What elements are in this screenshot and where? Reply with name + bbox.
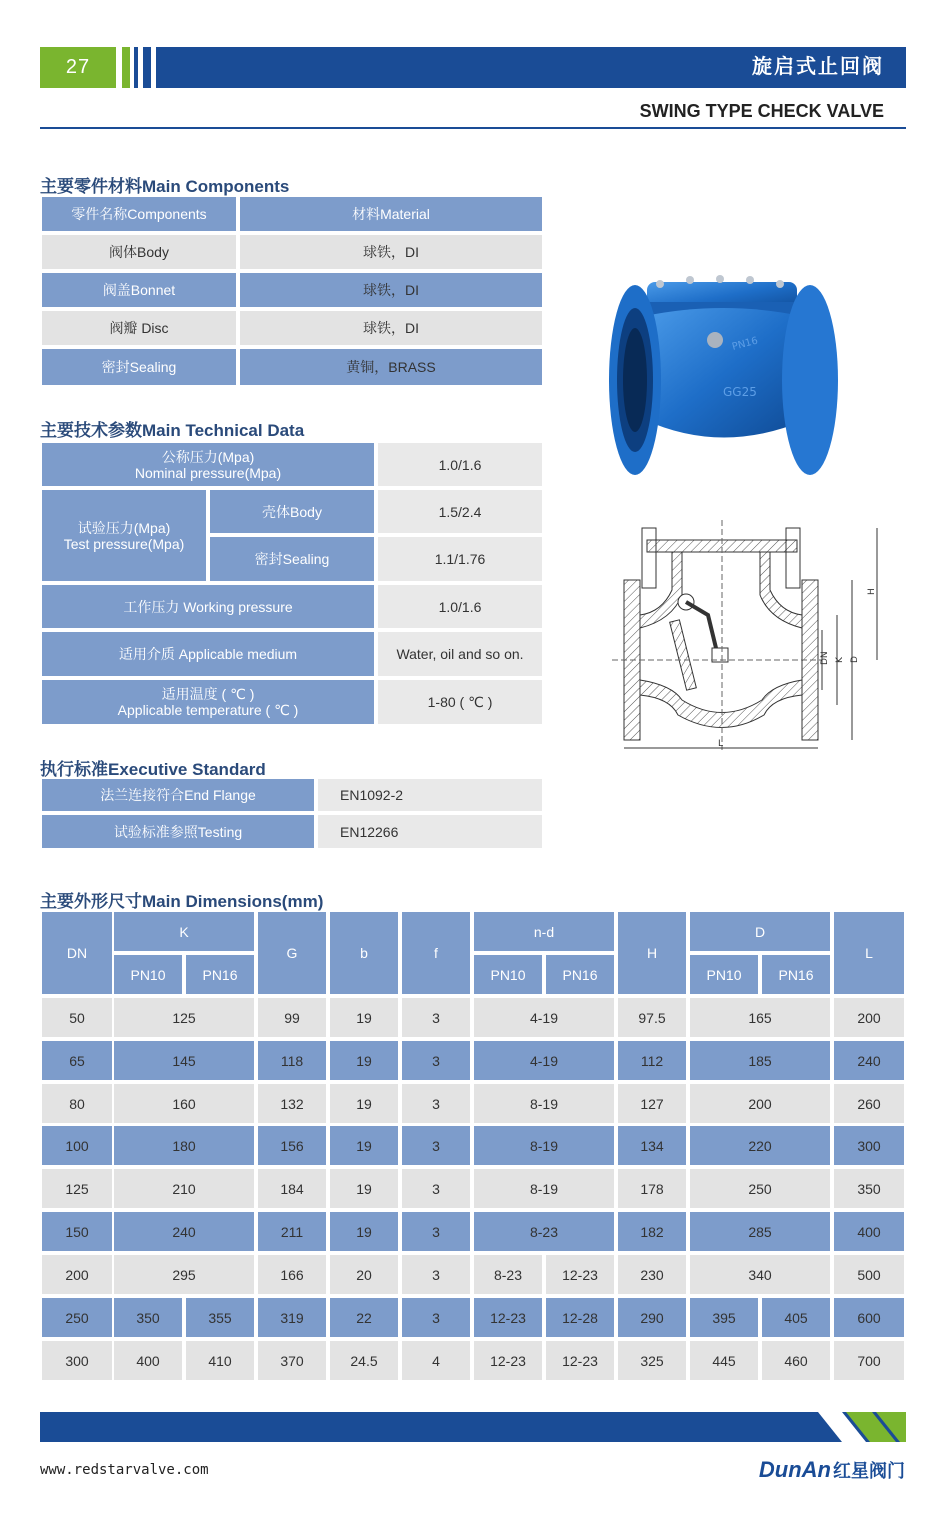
test-body-label: 壳体Body	[210, 490, 374, 533]
drawing-label-h: H	[867, 588, 877, 595]
component-material: 球铁，DI	[240, 311, 542, 345]
dim-cell-b: 19	[330, 998, 398, 1037]
dim-cell-h: 325	[618, 1341, 686, 1380]
dim-cell-b: 19	[330, 1041, 398, 1080]
dim-cell-d-pn16: 460	[762, 1341, 830, 1380]
dim-cell-nd-pn16: 12-28	[546, 1298, 614, 1337]
website-url: www.redstarvalve.com	[40, 1462, 209, 1478]
drawing-label-d: D	[850, 656, 860, 663]
dim-cell-b: 19	[330, 1169, 398, 1208]
dim-cell-dn: 100	[42, 1126, 112, 1165]
test-sealing-label: 密封Sealing	[210, 537, 374, 581]
dim-cell-d: 200	[690, 1084, 830, 1123]
dim-cell-d-pn10: 395	[690, 1298, 758, 1337]
nominal-pressure-en: Nominal pressure(Mpa)	[134, 464, 282, 481]
dim-cell-h: 134	[618, 1126, 686, 1165]
dim-cell-d: 250	[690, 1169, 830, 1208]
dim-cell-b: 20	[330, 1255, 398, 1294]
component-material: 球铁，DI	[240, 235, 542, 269]
dim-cell-k: 125	[114, 998, 254, 1037]
dim-cell-f: 3	[402, 1084, 470, 1123]
dim-header-l: L	[834, 912, 904, 994]
dim-cell-f: 4	[402, 1341, 470, 1380]
temperature-label	[42, 680, 374, 724]
dim-cell-nd: 8-19	[474, 1126, 614, 1165]
standard-value: EN12266	[318, 815, 542, 848]
dim-cell-dn: 250	[42, 1298, 112, 1337]
component-name: 阀盖Bonnet	[42, 273, 236, 307]
dim-cell-nd: 8-19	[474, 1084, 614, 1123]
dim-header-nd-pn10: PN10	[474, 955, 542, 994]
dim-cell-g: 166	[258, 1255, 326, 1294]
page-number: 27	[65, 56, 91, 78]
dim-cell-b: 19	[330, 1212, 398, 1251]
header-stripe	[122, 47, 130, 88]
component-material: 球铁，DI	[240, 273, 542, 307]
dim-cell-f: 3	[402, 998, 470, 1037]
dim-cell-dn: 300	[42, 1341, 112, 1380]
medium-label: 适用介质 Applicable medium	[42, 632, 374, 676]
dim-cell-g: 118	[258, 1041, 326, 1080]
dim-header-nd-pn16: PN16	[546, 955, 614, 994]
dim-header-h: H	[618, 912, 686, 994]
dim-cell-d-pn16: 405	[762, 1298, 830, 1337]
dim-header-d-pn16: PN16	[762, 955, 830, 994]
dim-cell-nd-pn16: 12-23	[546, 1341, 614, 1380]
dim-cell-l: 700	[834, 1341, 904, 1380]
valve-drawing	[612, 520, 892, 755]
dim-cell-b: 22	[330, 1298, 398, 1337]
dim-cell-dn: 150	[42, 1212, 112, 1251]
svg-text:PN16: PN16	[730, 335, 760, 353]
header-rule	[40, 127, 906, 129]
dim-cell-f: 3	[402, 1298, 470, 1337]
dim-cell-d: 220	[690, 1126, 830, 1165]
component-name: 阀体Body	[42, 235, 236, 269]
dim-cell-k: 240	[114, 1212, 254, 1251]
standard-value: EN1092-2	[318, 779, 542, 811]
dim-header-dn: DN	[42, 912, 112, 994]
dim-cell-h: 182	[618, 1212, 686, 1251]
dim-cell-k: 145	[114, 1041, 254, 1080]
dim-cell-l: 400	[834, 1212, 904, 1251]
dim-cell-l: 600	[834, 1298, 904, 1337]
nominal-pressure-label	[42, 443, 374, 486]
dim-cell-nd: 8-19	[474, 1169, 614, 1208]
temperature-value: 1-80 ( ℃ )	[378, 680, 542, 724]
dim-header-d: D	[690, 912, 830, 951]
drawing-label-dn: DN	[820, 651, 830, 665]
dim-cell-g: 370	[258, 1341, 326, 1380]
dim-header-g: G	[258, 912, 326, 994]
dim-cell-b: 24.5	[330, 1341, 398, 1380]
dim-cell-dn: 125	[42, 1169, 112, 1208]
dim-cell-d: 340	[690, 1255, 830, 1294]
components-header-material: 材料Material	[240, 197, 542, 231]
dim-cell-g: 211	[258, 1212, 326, 1251]
dim-cell-nd-pn10: 8-23	[474, 1255, 542, 1294]
technical-title: 主要技术参数Main Technical Data	[40, 421, 305, 440]
dim-header-k-pn16: PN16	[186, 955, 254, 994]
dim-cell-k: 210	[114, 1169, 254, 1208]
dim-cell-l: 300	[834, 1126, 904, 1165]
drawing-label-l: L	[718, 739, 724, 749]
footer-stripes	[812, 1412, 906, 1442]
working-pressure-value: 1.0/1.6	[378, 585, 542, 628]
header-stripe	[143, 47, 151, 88]
nominal-pressure-value: 1.0/1.6	[378, 443, 542, 486]
page-title-en: SWING TYPE CHECK VALVE	[639, 101, 884, 121]
dim-cell-dn: 50	[42, 998, 112, 1037]
dim-cell-k: 160	[114, 1084, 254, 1123]
standard-title: 执行标准Executive Standard	[40, 760, 266, 779]
dim-cell-k-pn10: 350	[114, 1298, 182, 1337]
header-stripe	[134, 47, 138, 88]
dim-cell-f: 3	[402, 1255, 470, 1294]
dim-cell-h: 127	[618, 1084, 686, 1123]
dim-cell-nd: 8-23	[474, 1212, 614, 1251]
dim-header-f: f	[402, 912, 470, 994]
dim-header-d-pn10: PN10	[690, 955, 758, 994]
brand-name: DunAn	[758, 1457, 831, 1482]
dim-cell-k-pn16: 355	[186, 1298, 254, 1337]
test-sealing-value: 1.1/1.76	[378, 537, 542, 581]
dim-header-b: b	[330, 912, 398, 994]
dim-cell-l: 240	[834, 1041, 904, 1080]
dim-header-k: K	[114, 912, 254, 951]
dim-cell-h: 97.5	[618, 998, 686, 1037]
standard-label: 法兰连接符合End Flange	[42, 779, 314, 811]
temperature-cn: 适用温度 ( ℃ )	[161, 686, 255, 702]
dim-cell-g: 184	[258, 1169, 326, 1208]
dim-header-k-pn10: PN10	[114, 955, 182, 994]
brand-logo	[759, 1457, 905, 1483]
dim-cell-l: 350	[834, 1169, 904, 1208]
dim-cell-d: 165	[690, 998, 830, 1037]
dim-cell-f: 3	[402, 1126, 470, 1165]
nominal-pressure-cn: 公称压力(Mpa)	[161, 448, 255, 465]
component-name: 阀瓣 Disc	[42, 311, 236, 345]
dim-cell-d: 285	[690, 1212, 830, 1251]
dim-cell-d-pn10: 445	[690, 1341, 758, 1380]
dim-cell-nd-pn10: 12-23	[474, 1298, 542, 1337]
dim-cell-dn: 65	[42, 1041, 112, 1080]
dim-cell-f: 3	[402, 1041, 470, 1080]
dim-cell-g: 319	[258, 1298, 326, 1337]
dim-cell-b: 19	[330, 1084, 398, 1123]
drawing-label-k: K	[835, 657, 845, 663]
component-name: 密封Sealing	[42, 349, 236, 385]
dim-cell-dn: 80	[42, 1084, 112, 1123]
dim-cell-d: 185	[690, 1041, 830, 1080]
dim-cell-nd-pn16: 12-23	[546, 1255, 614, 1294]
dim-cell-f: 3	[402, 1169, 470, 1208]
components-title: 主要零件材料Main Components	[40, 177, 290, 196]
dimensions-title: 主要外形尺寸Main Dimensions(mm)	[40, 892, 324, 911]
brand-name-cn: 红星阀门	[833, 1461, 905, 1481]
test-pressure-label	[42, 490, 206, 581]
dim-cell-h: 230	[618, 1255, 686, 1294]
footer-bar	[40, 1412, 906, 1442]
dim-cell-f: 3	[402, 1212, 470, 1251]
dim-cell-l: 500	[834, 1255, 904, 1294]
temperature-en: Applicable temperature ( ℃ )	[117, 702, 299, 718]
component-material: 黄铜，BRASS	[240, 349, 542, 385]
test-pressure-en: Test pressure(Mpa)	[63, 535, 185, 552]
test-pressure-cn: 试验压力(Mpa)	[77, 519, 171, 536]
dim-cell-nd: 4-19	[474, 998, 614, 1037]
dim-cell-k: 295	[114, 1255, 254, 1294]
page-title-cn: 旋启式止回阀	[752, 56, 884, 78]
dim-cell-k-pn16: 410	[186, 1341, 254, 1380]
dim-cell-h: 112	[618, 1041, 686, 1080]
dim-cell-l: 260	[834, 1084, 904, 1123]
working-pressure-label: 工作压力 Working pressure	[42, 585, 374, 628]
dim-cell-b: 19	[330, 1126, 398, 1165]
medium-value: Water, oil and so on.	[378, 632, 542, 676]
test-body-value: 1.5/2.4	[378, 490, 542, 533]
svg-text:GG25: GG25	[723, 385, 757, 399]
dim-cell-l: 200	[834, 998, 904, 1037]
dim-header-nd: n-d	[474, 912, 614, 951]
dim-cell-nd: 4-19	[474, 1041, 614, 1080]
dim-cell-g: 156	[258, 1126, 326, 1165]
valve-photo	[605, 270, 845, 485]
dim-cell-h: 178	[618, 1169, 686, 1208]
dim-cell-k: 180	[114, 1126, 254, 1165]
dim-cell-g: 132	[258, 1084, 326, 1123]
dim-cell-g: 99	[258, 998, 326, 1037]
dim-cell-k-pn10: 400	[114, 1341, 182, 1380]
dim-cell-h: 290	[618, 1298, 686, 1337]
components-header-name: 零件名称Components	[42, 197, 236, 231]
dim-cell-nd-pn10: 12-23	[474, 1341, 542, 1380]
dim-cell-dn: 200	[42, 1255, 112, 1294]
standard-label: 试验标准参照Testing	[42, 815, 314, 848]
